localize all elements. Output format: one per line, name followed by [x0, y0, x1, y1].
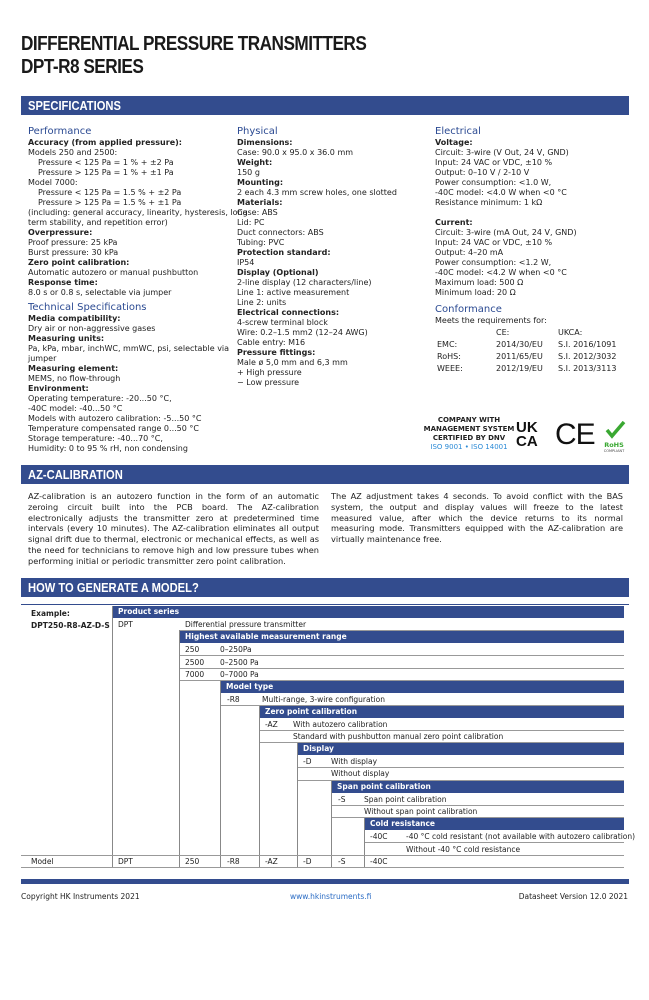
spec-line: 150 g: [237, 168, 260, 177]
spec-line: Output: 0–10 V / 2-10 V: [435, 168, 530, 177]
spec-label: Measuring element:: [28, 364, 119, 373]
conformance-intro: Meets the requirements for:: [435, 316, 547, 325]
span-desc: Span point calibration: [364, 795, 447, 804]
display-code: -D: [303, 757, 312, 766]
rohs-icon: [600, 421, 628, 451]
spec-line: Power consumption: <1.0 W,: [435, 178, 552, 187]
spec-label: Measuring units:: [28, 334, 105, 343]
spec-label: Current:: [435, 218, 473, 227]
spec-line: Automatic autozero or manual pushbutton: [28, 268, 199, 277]
physical-column: [237, 124, 427, 388]
spec-label: Zero point calibration:: [28, 258, 130, 267]
span-header: Span point calibration: [332, 781, 624, 793]
spec-line: Line 1: active measurement: [237, 288, 350, 297]
spec-line: Circuit: 3-wire (V Out, 24 V, GND): [435, 148, 569, 157]
range-header: Highest available measurement range: [180, 631, 624, 643]
spec-line: Humidity: 0 to 95 % rH, non condensing: [28, 444, 188, 453]
example-label: Example:: [31, 609, 70, 618]
spec-line: Model 7000:: [28, 178, 78, 187]
spec-line: Burst pressure: 30 kPa: [28, 248, 119, 257]
cold-desc: -40 °C cold resistant (not available with autozero calibration): [406, 832, 636, 841]
spec-label: Materials:: [237, 198, 283, 207]
spec-line: Storage temperature: -40...70 °C,: [28, 434, 163, 443]
spec-line: Input: 24 VAC or VDC, ±10 %: [435, 158, 553, 167]
cold-code: -40C: [370, 832, 388, 841]
conf-cell: S.I. 2013/3113: [558, 364, 617, 373]
conf-cell: S.I. 2016/1091: [558, 340, 617, 349]
spec-line: Resistance minimum: 1 kΩ: [435, 198, 543, 207]
conf-cell: EMC:: [437, 340, 458, 349]
model-heading: HOW TO GENERATE A MODEL?: [28, 580, 199, 595]
conf-cell: WEEE:: [437, 364, 463, 373]
spec-line: Male ø 5,0 mm and 6,3 mm: [237, 358, 348, 367]
spec-line: 2 each 4.3 mm screw holes, one slotted: [237, 188, 397, 197]
spec-line: Dry air or non-aggressive gases: [28, 324, 156, 333]
final-model-label: Model: [31, 857, 54, 866]
range-desc: 0–7000 Pa: [220, 670, 259, 679]
spec-line: Maximum load: 500 Ω: [435, 278, 524, 287]
copyright: Copyright HK Instruments 2021: [21, 892, 140, 901]
spec-line: Temperature compensated range 0...50 °C: [28, 424, 199, 433]
spec-line: Duct connectors: ABS: [237, 228, 324, 237]
zero-code: -AZ: [265, 720, 278, 729]
iso-label: ISO 9001 • ISO 14001: [430, 443, 508, 451]
cert-line: CERTIFIED BY DNV: [432, 434, 506, 442]
spec-label: Voltage:: [435, 138, 473, 147]
display-alt: Without display: [331, 769, 390, 778]
conf-col-ukca: UKCA:: [558, 328, 583, 337]
spec-line: Line 2: units: [237, 298, 287, 307]
final-cell: DPT: [118, 857, 133, 866]
spec-line: + High pressure: [237, 368, 302, 377]
spec-line: Operating temperature: -20...50 °C,: [28, 394, 172, 403]
spec-line: 4-screw terminal block: [237, 318, 328, 327]
page-title: [21, 33, 366, 79]
spec-line: jumper: [28, 354, 57, 363]
spec-line: Pressure < 125 Pa = 1.5 % + ±2 Pa: [38, 188, 182, 197]
electrical-list: [435, 138, 635, 298]
spec-label: Overpressure:: [28, 228, 93, 237]
spec-line: term stability, and repetition error): [28, 218, 168, 227]
website-link[interactable]: www.hkinstruments.fi: [290, 892, 372, 901]
cert-line: COMPANY WITH: [437, 416, 501, 424]
spec-line: [435, 208, 635, 218]
electrical-column: [435, 124, 635, 376]
spec-label: Media compatibility:: [28, 314, 121, 323]
cold-resistance-header: Cold resistance: [365, 818, 624, 830]
spec-line: Pressure > 125 Pa = 1.5 % + ±1 Pa: [38, 198, 182, 207]
spec-line: Input: 24 VAC or VDC, ±10 %: [435, 238, 553, 247]
spec-label: Response time:: [28, 278, 98, 287]
cert-line: MANAGEMENT SYSTEM: [423, 425, 515, 433]
spec-label: Accuracy (from applied pressure):: [28, 138, 182, 147]
span-code: -S: [338, 795, 346, 804]
spec-line: Output: 4–20 mA: [435, 248, 504, 257]
spec-line: Cable entry: M16: [237, 338, 306, 347]
checkmark-icon: [600, 421, 628, 439]
spec-label: Electrical connections:: [237, 308, 340, 317]
spec-line: Tubing: PVC: [237, 238, 285, 247]
product-series-header: Product series: [113, 606, 624, 618]
zero-point-header: Zero point calibration: [260, 706, 624, 718]
spec-line: Pressure < 125 Pa = 1 % + ±2 Pa: [38, 158, 174, 167]
specifications-heading: SPECIFICATIONS: [28, 98, 121, 113]
title-line-2: DPT-R8 SERIES: [21, 56, 144, 78]
spec-label: Dimensions:: [237, 138, 293, 147]
model-bar: [21, 578, 629, 597]
az-calibration-bar: [21, 465, 629, 484]
spec-line: IP54: [237, 258, 255, 267]
rohs-label: RoHS: [604, 441, 624, 449]
az-paragraph-left: AZ-calibration is an autozero function in the form of an automatic zeroing circuit built into the PCB board. The AZ-calibration electronically adjusts the transmitter zero at predetermined time intervals (every 10 minutes). The AZ-calibration eliminates all output signal drift due to thermal, electronic or mechanical effects, as well as the need for technicians to remove high and low pressure tubes when performing initial or periodic transmitter zero point calibration.: [28, 491, 319, 566]
conf-col-0: [437, 328, 494, 338]
title-line-1: DIFFERENTIAL PRESSURE TRANSMITTERS: [21, 33, 367, 55]
type-code: -R8: [227, 695, 240, 704]
range-code: 2500: [185, 658, 205, 667]
conf-cell: S.I. 2012/3032: [558, 352, 617, 361]
display-desc: With display: [331, 757, 378, 766]
spec-line: Circuit: 3-wire (mA Out, 24 V, GND): [435, 228, 577, 237]
final-cell: -AZ: [265, 857, 278, 866]
ce-mark-icon: CE: [555, 418, 595, 451]
spec-line: Case: ABS: [237, 208, 278, 217]
specifications-bar: [21, 96, 629, 115]
final-cell: -40C: [370, 857, 388, 866]
example-value: DPT250-R8-AZ-D-S: [31, 621, 110, 630]
physical-list: [237, 138, 427, 388]
range-desc: 0–2500 Pa: [220, 658, 259, 667]
datasheet-version: Datasheet Version 12.0 2021: [518, 892, 628, 901]
spec-label: Weight:: [237, 158, 273, 167]
spec-line: Wire: 0.2–1.5 mm2 (12–24 AWG): [237, 328, 368, 337]
spec-line: Minimum load: 20 Ω: [435, 288, 516, 297]
spec-line: -40C model: -40...50 °C: [28, 404, 123, 413]
az-calibration-heading: AZ-CALIBRATION: [28, 467, 123, 482]
final-cell: -R8: [227, 857, 240, 866]
spec-line: Pa, kPa, mbar, inchWC, mmWC, psi, selectable via: [28, 344, 230, 353]
zero-alt: Standard with pushbutton manual zero point calibration: [293, 732, 504, 741]
electrical-heading: Electrical: [435, 126, 481, 137]
ukca-bottom: CA: [516, 433, 538, 450]
dpt-desc: Differential pressure transmitter: [185, 620, 307, 629]
type-desc: Multi-range, 3-wire configuration: [262, 695, 385, 704]
final-cell: 250: [185, 857, 200, 866]
spec-line: Models with autozero calibration: -5...50 °C: [28, 414, 202, 423]
conf-col-ce: CE:: [496, 328, 510, 337]
spec-label: Mounting:: [237, 178, 284, 187]
zero-desc: With autozero calibration: [293, 720, 388, 729]
spec-label: Pressure fittings:: [237, 348, 316, 357]
dpt-code: DPT: [118, 620, 133, 629]
footer-bar: [21, 879, 629, 884]
physical-heading: Physical: [237, 126, 278, 137]
spec-line: Models 250 and 2500:: [28, 148, 118, 157]
range-code: 7000: [185, 670, 205, 679]
spec-line: Case: 90.0 x 95.0 x 36.0 mm: [237, 148, 354, 157]
cold-alt: Without -40 °C cold resistance: [406, 845, 521, 854]
model-type-header: Model type: [221, 681, 624, 693]
techspecs-heading: Technical Specifications: [28, 302, 147, 313]
dnv-certification: [408, 416, 530, 452]
spec-line: 8.0 s or 0.8 s, selectable via jumper: [28, 288, 172, 297]
final-cell: -S: [338, 857, 346, 866]
display-header: Display: [298, 743, 624, 755]
conf-cell: 2014/30/EU: [496, 340, 543, 349]
spec-label: Display (Optional): [237, 268, 319, 277]
span-alt: Without span point calibration: [364, 807, 478, 816]
spec-line: -40C model: <4.2 W when <0 °C: [435, 268, 567, 277]
conformance-heading: Conformance: [435, 304, 502, 315]
ukca-mark-icon: [516, 421, 546, 449]
conf-cell: 2011/65/EU: [496, 352, 543, 361]
spec-line: 2-line display (12 characters/line): [237, 278, 372, 287]
final-cell: -D: [303, 857, 312, 866]
az-paragraph-right: The AZ adjustment takes 4 seconds. To avoid conflict with the BAS system, the output and display values will freeze to the latest measured value, after which the device returns to its normal measuring mode. Transmitters equipped with the AZ-calibration are virtually maintenance free.: [331, 491, 623, 545]
techspecs-list: [28, 314, 233, 454]
range-desc: 0–250Pa: [220, 645, 252, 654]
spec-label: Protection standard:: [237, 248, 331, 257]
spec-line: (including: general accuracy, linearity, hysteresis, long: [28, 208, 248, 217]
spec-line: Pressure > 125 Pa = 1 % + ±1 Pa: [38, 168, 174, 177]
conf-cell: 2012/19/EU: [496, 364, 543, 373]
ukca-top: UK: [516, 419, 538, 436]
spec-line: Lid: PC: [237, 218, 265, 227]
spec-line: MEMS, no flow-through: [28, 374, 121, 383]
conformance-table: [435, 326, 635, 376]
spec-label: Environment:: [28, 384, 89, 393]
spec-line: Power consumption: <1.2 W,: [435, 258, 552, 267]
conf-cell: RoHS:: [437, 352, 461, 361]
spec-line: − Low pressure: [237, 378, 300, 387]
performance-heading: Performance: [28, 126, 92, 137]
spec-line: Proof pressure: 25 kPa: [28, 238, 118, 247]
rohs-compliant: COMPLIANT: [603, 449, 625, 453]
range-code: 250: [185, 645, 200, 654]
spec-line: -40C model: <4.0 W when <0 °C: [435, 188, 567, 197]
